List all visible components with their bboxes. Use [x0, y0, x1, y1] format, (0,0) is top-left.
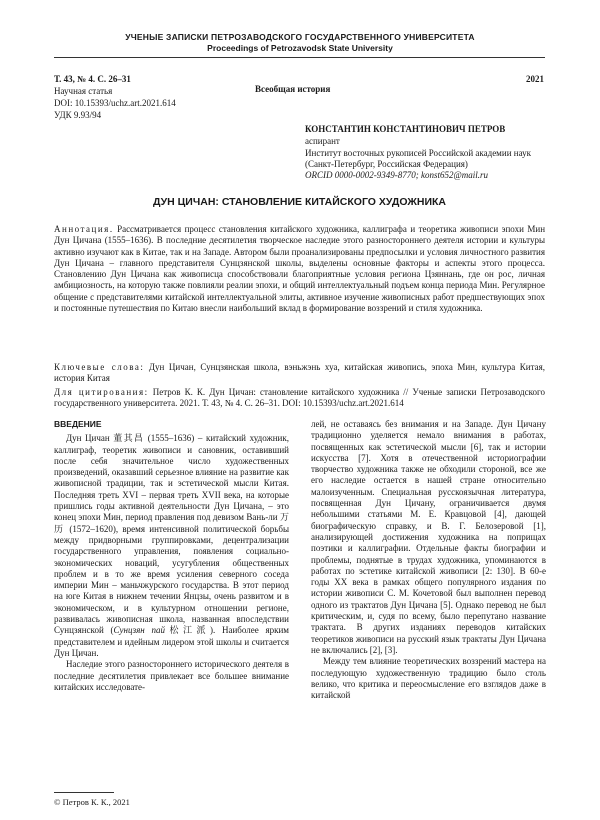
udk: УДК 9.93/94: [54, 110, 102, 120]
keywords-label: Ключевые слова:: [54, 362, 145, 372]
citation-label: Для цитирования:: [54, 387, 149, 397]
abstract: [54, 224, 545, 314]
body-paragraph: лей, не оставаясь без внимания и на Западе. Дун Цичану традиционно уделяется немало внимания в работах, посвященных как эстетической мысли [6], так и истории искусства [7]. Хотя в отечественной историографии творчество художника также не обходили стороной, все же его наследие остается в нашей стране относительно малоизученным. Специальная русскоязычная литература, посвященная Дун Цичану, ограничивается двумя небольшими статьями М. Е. Кравцовой [4], дающей биографическую справку, и В. Г. Белозеровой [1], анализирующей достижения художника на поприщах поэтики и каллиграфии. Отдельные факты биографии и проблемы, поднятые в трудах художника, упоминаются в работах по эстетике китайской живописи [2: 130]. В 60-е годы XX века в рамках общего популярного издания по истории живописи С. М. Кочетовой был выполнен перевод одного из трактатов Дун Цичана [5]. Однако перевод не был критическим, и, судя по всему, было перепутано название трактата. В других изданиях переводов китайских теоретиков живописи на русский язык трактаты Дун Цичана не включались [2], [3].: [311, 419, 546, 655]
issue-info: Т. 43, № 4. С. 26–31: [54, 74, 131, 84]
copyright: © Петров К. К., 2021: [54, 797, 130, 807]
keywords-text: Дун Цичан, Сунцзянская школа, вэньжэнь хуа, китайская живопись, эпоха Мин, культура Китая, история Китая: [54, 362, 546, 384]
author-block: [305, 124, 550, 181]
author-orcid: ORCID 0000-0002-9349-8770; konst652@mail.ru: [305, 170, 489, 181]
article-title: ДУН ЦИЧАН: СТАНОВЛЕНИЕ КИТАЙСКОГО ХУДОЖНИКА: [153, 196, 446, 208]
author-position: аспирант: [305, 136, 340, 147]
issue-year: 2021: [526, 74, 544, 84]
citation: [54, 387, 545, 410]
body-paragraph: Между тем влияние теоретических воззрений мастера на последующую художественную традицию было столь велико, что критика и переосмысление его взглядов даже в китайской: [311, 656, 546, 701]
journal-header: [0, 32, 600, 53]
header-divider: [54, 57, 545, 58]
citation-text: Петров К. К. Дун Цичан: становление китайского художника // Ученые записки Петрозаводского государственного университета. 2021. Т. 43, № 4. С. 26–31. DOI: 10.15393/uchz.art.2021.614: [54, 387, 545, 409]
journal-title-en: Proceedings of Petrozavodsk State University: [207, 43, 393, 53]
doi: DOI: 10.15393/uchz.art.2021.614: [54, 98, 176, 108]
article-type: Научная статья: [54, 86, 113, 96]
author-name: КОНСТАНТИН КОНСТАНТИНОВИЧ ПЕТРОВ: [305, 124, 506, 134]
keywords: [54, 362, 545, 385]
footnote-divider: [54, 792, 114, 793]
author-affiliation: Институт восточных рукописей Российской академии наук: [305, 147, 531, 158]
body-column-right: [311, 419, 546, 701]
abstract-text: Рассматривается процесс становления китайского художника, каллиграфа и теоретика живописи эпохи Мин Дун Цичана (1555–1636). В последние десятилетия творческое наследие этого разностороннего деятеля истории и культуры активно изучают как в Китае, так и на Западе. Автором были проанализированы предпосылки и условия личностного развития Дун Цичана – главного представителя Сунцзянской школы, выделены основные факторы и аспекты этого процесса. Становлению Дун Цичана как живописца способствовали благоприятные условия региона Цзяннань, где он рос, личная амбициозность, на которую также повлияли реалии эпохи, и общий интеллектуальный подъем конца периода Мин. Регулярное общение с представителями китайской интеллектуальной элиты, активное изучение живописных работ предшествующих эпох и постоянные путешествия по Китаю внесли наибольший вклад в формирование воззрений и стиля художника.: [54, 224, 546, 314]
abstract-label: Аннотация.: [54, 224, 114, 234]
body-column-left: [54, 419, 289, 693]
section-heading: ВВЕДЕНИЕ: [54, 419, 102, 429]
body-paragraph: Дун Цичан 董其昌 (1555–1636) – китайский художник, каллиграф, теоретик живописи и сановник, оставивший после себя значительное число художественных произведений, оказавший серьезное влияние на развитие как живописной традиции, так и эстетической мысли Китая. Последняя треть XVI – первая треть XVII века, на которые пришлись годы активной деятельности Дун Цичана, – это конец эпохи Мин, период правления под девизом Вань-ли 万历 (1572–1620), время интенсивной политической борьбы между придворными группировками, децентрализации государственного управления, появления социально-экономических новаций, усугубления общественных проблем и в то же время усиления северного соседа империи Мин – маньчжурского государства. В этот период на юге Китая в нижнем течении Янцзы, очень развитом и в экономическом, и в культурном отношении регионе, развивалась живописная школа, названная впоследствии Сунцзянской (Сунцзян пай松江派). Наиболее ярким представителем и идейным лидером этой школы и считается Дун Цичан.: [54, 433, 289, 658]
author-location: (Санкт-Петербург, Российская Федерация): [305, 158, 468, 169]
body-paragraph: Наследие этого разностороннего исторического деятеля в последние десятилетия привлекает все большее внимание китайских исследовате-: [54, 659, 289, 692]
journal-title-ru: УЧЕНЫЕ ЗАПИСКИ ПЕТРОЗАВОДСКОГО ГОСУДАРСТВЕННОГО УНИВЕРСИТЕТА: [125, 32, 475, 42]
section-name: Всеобщая история: [255, 84, 331, 94]
